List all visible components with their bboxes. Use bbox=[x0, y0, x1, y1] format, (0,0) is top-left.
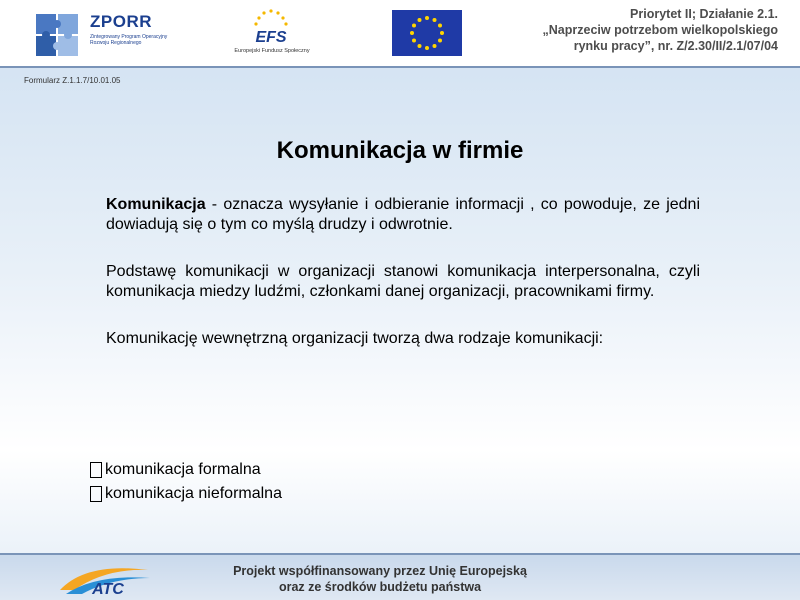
priority-line-3: rynku pracy”, nr. Z/2.30/II/2.1/07/04 bbox=[573, 39, 778, 53]
cofinancing-line-2: oraz ze środków budżetu państwa bbox=[278, 580, 482, 594]
priority-line-2: „Naprzeciw potrzebom wielkopolskiego bbox=[542, 23, 778, 37]
list-item bbox=[90, 458, 282, 482]
efs-caption: Europejski Fundusz Społeczny bbox=[234, 48, 310, 54]
cofinancing-line-1: Projekt współfinansowany przez Unię Europejską bbox=[233, 564, 527, 578]
footer-divider bbox=[0, 553, 800, 555]
puzzle-icon bbox=[34, 10, 80, 58]
header-divider bbox=[0, 66, 800, 68]
zporr-name: ZPORR bbox=[90, 12, 152, 31]
cofinancing-note bbox=[190, 563, 570, 595]
efs-logo bbox=[226, 8, 318, 60]
slide-body bbox=[106, 195, 700, 376]
zporr-subtitle: Zintegrowany Program Operacyjny Rozwoju Regionalnego bbox=[90, 34, 168, 46]
eu-flag-icon bbox=[392, 10, 462, 56]
bullet-box-icon bbox=[90, 486, 102, 502]
atc-logo-icon bbox=[56, 560, 154, 598]
bullet-text: komunikacja formalna bbox=[105, 461, 261, 478]
list-item bbox=[90, 482, 282, 506]
bullet-list bbox=[90, 458, 282, 506]
zporr-logo bbox=[34, 10, 168, 58]
paragraph-interpersonal: Podstawę komunikacji w organizacji stanowi komunikacja interpersonalna, czyli komunikacja miedzy ludźmi, członkami danej organizacji, pracownikami firmy. bbox=[106, 263, 700, 300]
efs-stars-icon bbox=[248, 8, 294, 46]
header-bar bbox=[0, 0, 800, 66]
definition-text: - oznacza wysyłanie i odbieranie informacji , co powoduje, ze jedni dowiadują się o tym co myślą drudzy i odwrotnie. bbox=[106, 196, 700, 233]
slide-title: Komunikacja w firmie bbox=[276, 137, 524, 164]
term-komunikacja: Komunikacja bbox=[106, 196, 206, 213]
form-code: Formularz Z.1.1.7/10.01.05 bbox=[24, 76, 121, 85]
efs-mark-text: EFS bbox=[255, 29, 287, 46]
priority-line-1: Priorytet II; Działanie 2.1. bbox=[630, 7, 778, 21]
priority-info bbox=[478, 6, 778, 54]
bullet-box-icon bbox=[90, 462, 102, 478]
paragraph-definition bbox=[106, 195, 700, 235]
atc-text: ATC bbox=[92, 581, 124, 598]
paragraph-internal: Komunikację wewnętrzną organizacji tworzą dwa rodzaje komunikacji: bbox=[106, 330, 604, 347]
bullet-text: komunikacja nieformalna bbox=[105, 485, 282, 502]
